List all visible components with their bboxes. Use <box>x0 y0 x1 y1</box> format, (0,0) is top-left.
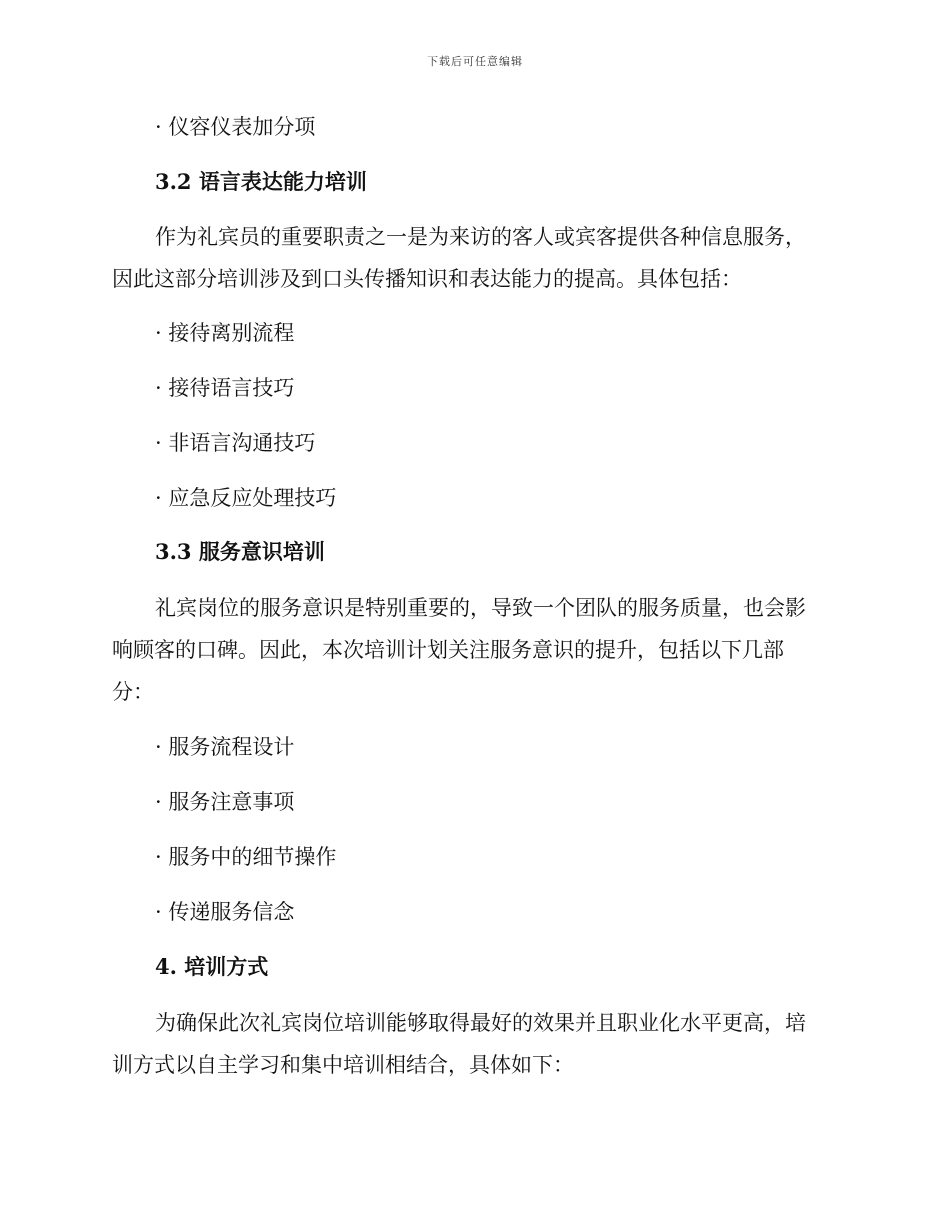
list-item: · 应急反应处理技巧 <box>155 486 337 510</box>
section-heading: 3.3 服务意识培训 <box>155 539 325 564</box>
list-item: · 非语言沟通技巧 <box>155 431 316 455</box>
list-item: · 接待语言技巧 <box>155 376 295 400</box>
section-heading: 3.2 语言表达能力培训 <box>155 169 367 194</box>
paragraph-line: 因此这部分培训涉及到口头传播知识和表达能力的提高。具体包括： <box>112 267 742 291</box>
list-item: · 接待离别流程 <box>155 321 295 345</box>
list-item: · 服务中的细节操作 <box>155 845 337 869</box>
paragraph-line: 为确保此次礼宾岗位培训能够取得最好的效果并且职业化水平更高，培 <box>155 1011 806 1035</box>
list-item: · 服务流程设计 <box>155 735 295 759</box>
paragraph-line: 响顾客的口碑。因此，本次培训计划关注服务意识的提升，包括以下几部 <box>112 638 784 662</box>
paragraph-line: 分： <box>112 680 154 704</box>
paragraph-line: 训方式以自主学习和集中培训相结合，具体如下： <box>112 1053 574 1077</box>
list-item: · 仪容仪表加分项 <box>155 115 316 139</box>
header-note: 下载后可任意编辑 <box>427 55 523 68</box>
paragraph-line: 礼宾岗位的服务意识是特别重要的，导致一个团队的服务质量，也会影 <box>155 596 806 620</box>
paragraph-line: 作为礼宾员的重要职责之一是为来访的客人或宾客提供各种信息服务， <box>155 225 806 249</box>
list-item: · 服务注意事项 <box>155 790 295 814</box>
list-item: · 传递服务信念 <box>155 900 295 924</box>
section-heading: 4. 培训方式 <box>155 954 269 979</box>
